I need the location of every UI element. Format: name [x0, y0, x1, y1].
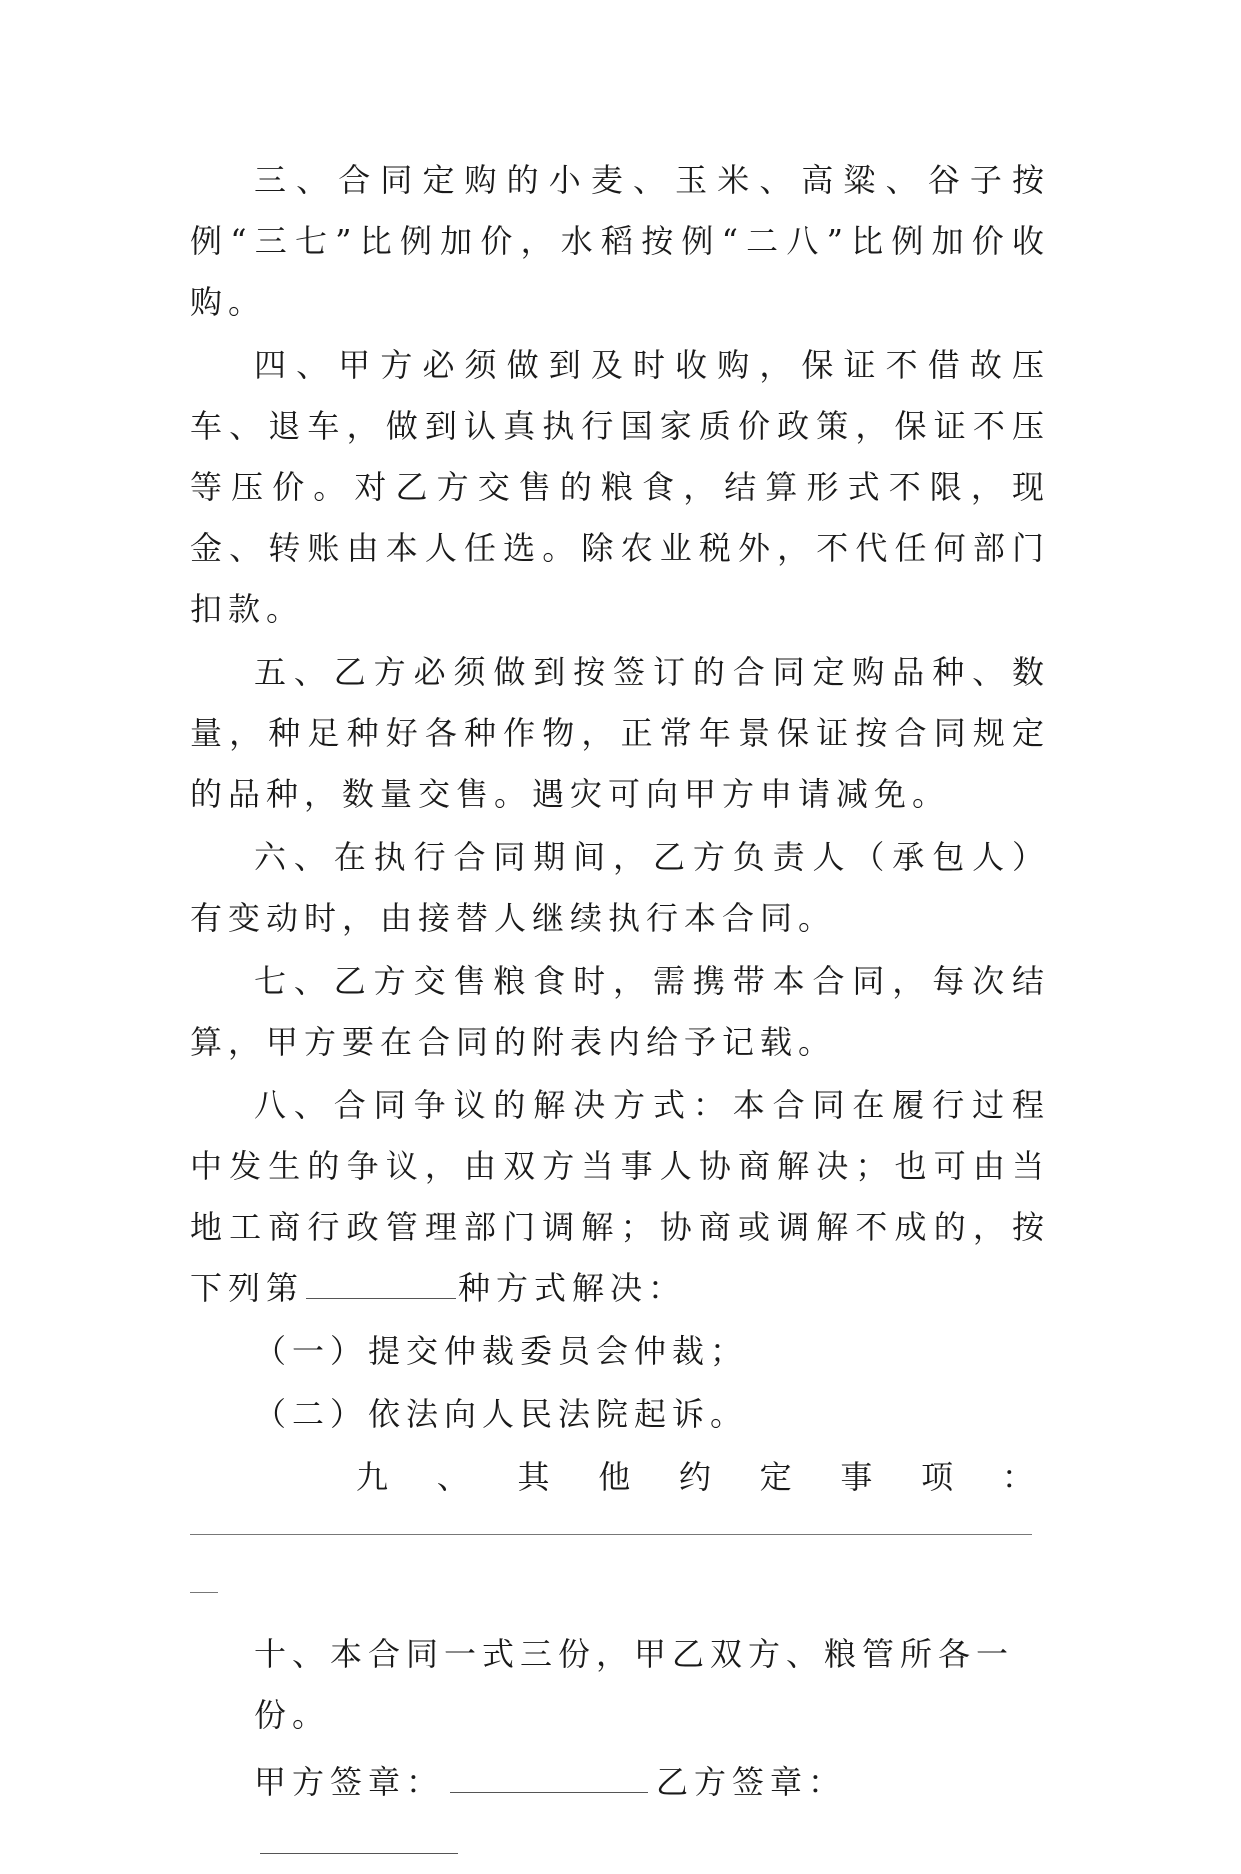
document-page	[190, 150, 1050, 1874]
clause-3: 三、合同定购的小麦、玉米、高粱、谷子按例“三七”比例加价，水稻按例“二八”比例加价收购。	[190, 161, 1050, 321]
party-b-signature-label: 乙方签章：	[656, 1763, 847, 1801]
clause-8	[190, 1075, 1050, 1319]
other-matters-blank[interactable]	[190, 1508, 1050, 1566]
clause-9-char: 定	[759, 1458, 792, 1496]
party-b-signature-blank[interactable]	[260, 1823, 458, 1854]
clause-9-char: 九	[356, 1458, 389, 1496]
party-a-signature-label: 甲方签章：	[254, 1763, 445, 1801]
clause-9-char: ：	[1001, 1458, 1034, 1496]
party-a-signature-blank[interactable]	[450, 1762, 648, 1793]
dispute-option-2: （二）依法向人民法院起诉。	[254, 1395, 749, 1433]
clause-8-text-before: 八、合同争议的解决方式：本合同在履行过程中发生的争议，由双方当事人协商解决；也可由当地工商行政管理部门调解；协商或调解不成的，按下列第	[190, 1086, 1050, 1307]
clause-9-char: 、	[436, 1458, 469, 1496]
clause-9-heading	[190, 1447, 1050, 1508]
clause-9-char: 项	[921, 1458, 954, 1496]
clause-4: 四、甲方必须做到及时收购，保证不借故压车、退车，做到认真执行国家质价政策，保证不压等压价。对乙方交售的粮食，结算形式不限，现金、转账由本人任选。除农业税外，不代任何部门扣款。	[190, 346, 1050, 628]
clause-9-char: 约	[678, 1458, 711, 1496]
dispute-option-1: （一）提交仲裁委员会仲裁；	[254, 1332, 749, 1370]
clause-9-char: 其	[517, 1458, 550, 1496]
signature-row	[190, 1752, 1050, 1874]
clause-7: 七、乙方交售粮食时，需携带本合同，每次结算，甲方要在合同的附表内给予记载。	[190, 962, 1050, 1061]
other-matters-rule	[190, 1534, 1032, 1535]
clause-5: 五、乙方必须做到按签订的合同定购品种、数量，种足种好各种作物，正常年景保证按合同规定的品种，数量交售。遇灾可向甲方申请减免。	[190, 653, 1050, 813]
clause-10: 十、本合同一式三份，甲乙双方、粮管所各一份。	[254, 1635, 1015, 1734]
clause-9-char: 事	[840, 1458, 873, 1496]
clause-8-text-after: 种方式解决：	[458, 1269, 687, 1307]
clause-9-char: 他	[598, 1458, 631, 1496]
clause-6: 六、在执行合同期间，乙方负责人（承包人）有变动时，由接替人继续执行本合同。	[190, 838, 1050, 937]
other-matters-rule-continuation	[190, 1592, 218, 1593]
dispute-method-blank[interactable]	[306, 1268, 456, 1299]
